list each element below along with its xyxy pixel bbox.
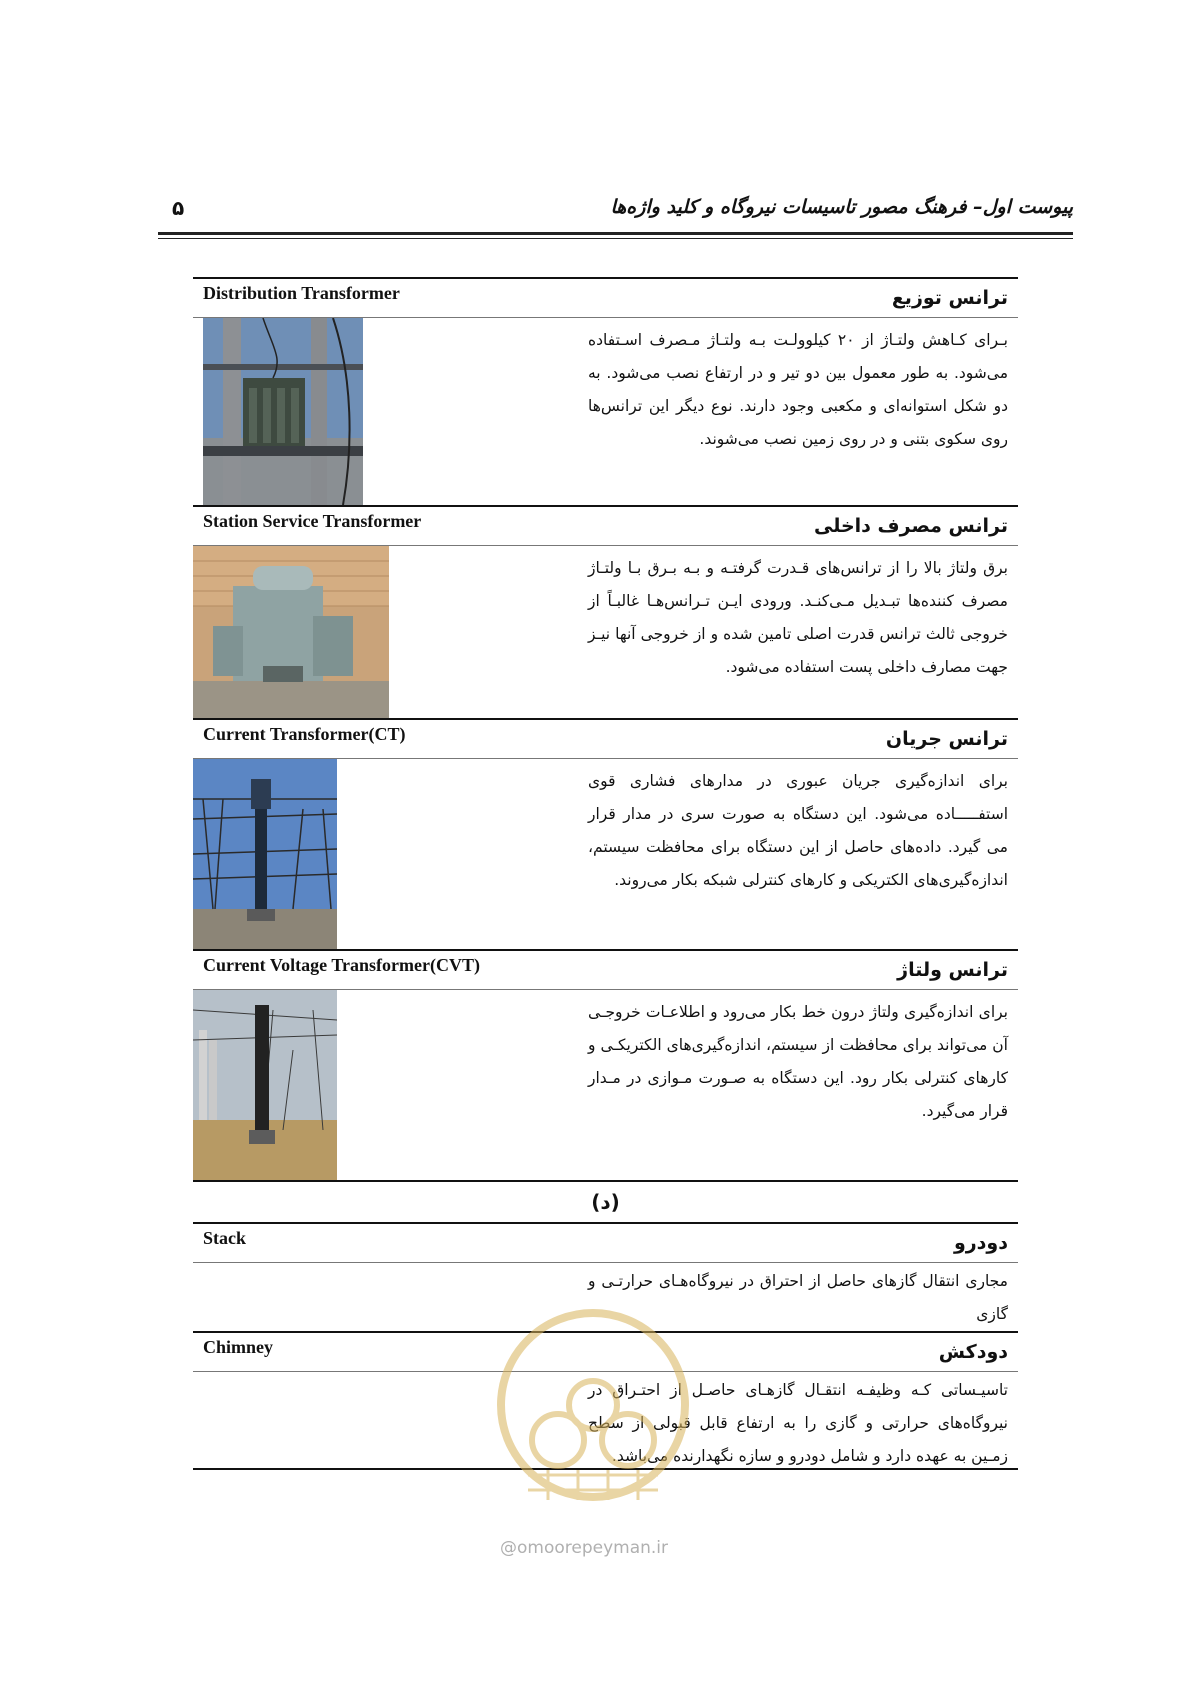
english-term: Distribution Transformer bbox=[203, 283, 400, 303]
entry-header bbox=[193, 718, 1018, 759]
persian-term: ترانس ولتاژ bbox=[897, 959, 1008, 981]
entry-description: برق ولتاژ بالا را از ترانس‌های قـدرت گرفتـه و بـه بـرق بـا ولتـاژ مصرف کننده‌ها تبـدیل مـی‌کنـد. ورودی ایـن تـرانس‌هـا غالبـاً از خروجی ثالث ترانس قدرت اصلی تامین شده و از خروجی آنها نیـز جهت مصارف داخلی پست استفاده می‌شود. bbox=[588, 559, 1008, 676]
glossary-entry bbox=[193, 718, 1018, 949]
distribution-transformer-photo bbox=[203, 318, 363, 505]
entry-body bbox=[193, 318, 1018, 505]
entry-header bbox=[193, 505, 1018, 546]
entry-body bbox=[193, 990, 1018, 1180]
persian-term: ترانس مصرف داخلی bbox=[814, 515, 1008, 537]
entry-body bbox=[193, 546, 1018, 718]
entry-body bbox=[193, 759, 1018, 949]
persian-term: ترانس جریان bbox=[885, 728, 1008, 750]
entry-description: بـرای کـاهش ولتـاژ از ۲۰ کیلوولـت بـه ولتـاژ مـصرف اسـتفاده می‌شود. به طور معمول بین دو تیر و در ارتفاع نصب می‌شود. به دو شکل استوانه‌ای و مکعبی وجود دارند. نوع دیگر این ترانس‌ها روی سکوی بتنی و در روی زمین نصب می‌شوند. bbox=[588, 331, 1008, 448]
watermark-url: @omoorepeyman.ir bbox=[500, 1538, 669, 1558]
page-header bbox=[158, 196, 1073, 236]
entry-header bbox=[193, 1222, 1018, 1263]
english-term: Current Transformer(CT) bbox=[203, 724, 406, 744]
header-rule bbox=[158, 232, 1073, 235]
persian-term: دودرو bbox=[953, 1232, 1008, 1254]
glossary-entry bbox=[193, 277, 1018, 505]
glossary-table bbox=[193, 277, 1018, 1470]
english-term: Current Voltage Transformer(CVT) bbox=[203, 955, 480, 975]
entry-description: برای اندازه‌گیری جریان عبوری در مدارهای فشاری قوی استفـــــاده می‌شود. این دستگاه به صورت سری در مدار قرار می گیرد. داده‌های حاصل از این دستگاه برای محافظت سیستم، اندازه‌گیری‌های الکتریکی و کارهای کنترلی شبکه بکار می‌روند. bbox=[588, 772, 1008, 889]
persian-term: دودکش bbox=[938, 1341, 1008, 1363]
english-term: Stack bbox=[203, 1228, 247, 1248]
entry-description: تاسیـساتی کـه وظیفـه انتقـال گازهـای حاصـل از احتـراق در نیروگاه‌های حرارتی و گازی را به ارتفاع قابل قبولی از سطح زمـین به عهده دارد و شامل دودرو و سازه نگهدارنده می‌باشد. bbox=[588, 1381, 1008, 1465]
glossary-entry bbox=[193, 949, 1018, 1180]
english-term: Chimney bbox=[203, 1337, 274, 1357]
page-number: ۵ bbox=[172, 196, 185, 220]
header-title: پیوست اول– فرهنگ مصور تاسیسات نیروگاه و کلید واژه‌ها bbox=[610, 196, 1073, 218]
current-transformer-photo bbox=[193, 759, 337, 949]
entry-description: برای اندازه‌گیری ولتاژ درون خط بکار می‌رود و اطلاعـات خروجـی آن می‌تواند برای محافظت از سیستم، اندازه‌گیری‌های الکتریکـی و کارهای کنترلی بکار رود. این دستگاه به صـورت مـوازی در مـدار قرار می‌گیرد. bbox=[588, 1003, 1008, 1120]
watermark-logo bbox=[488, 1300, 698, 1560]
english-term: Station Service Transformer bbox=[203, 511, 422, 531]
entry-header bbox=[193, 949, 1018, 990]
voltage-transformer-photo bbox=[193, 990, 337, 1180]
header-rule-thin bbox=[158, 238, 1073, 239]
entry-description: مجاری انتقال گازهای حاصل از احتراق در نیروگاه‌هـای حرارتـی و گازی bbox=[588, 1272, 1008, 1323]
entry-header bbox=[193, 277, 1018, 318]
glossary-entry bbox=[193, 505, 1018, 718]
persian-term: ترانس توزیع bbox=[891, 287, 1008, 309]
section-letter: (د) bbox=[193, 1180, 1018, 1222]
station-service-transformer-photo bbox=[193, 546, 389, 718]
